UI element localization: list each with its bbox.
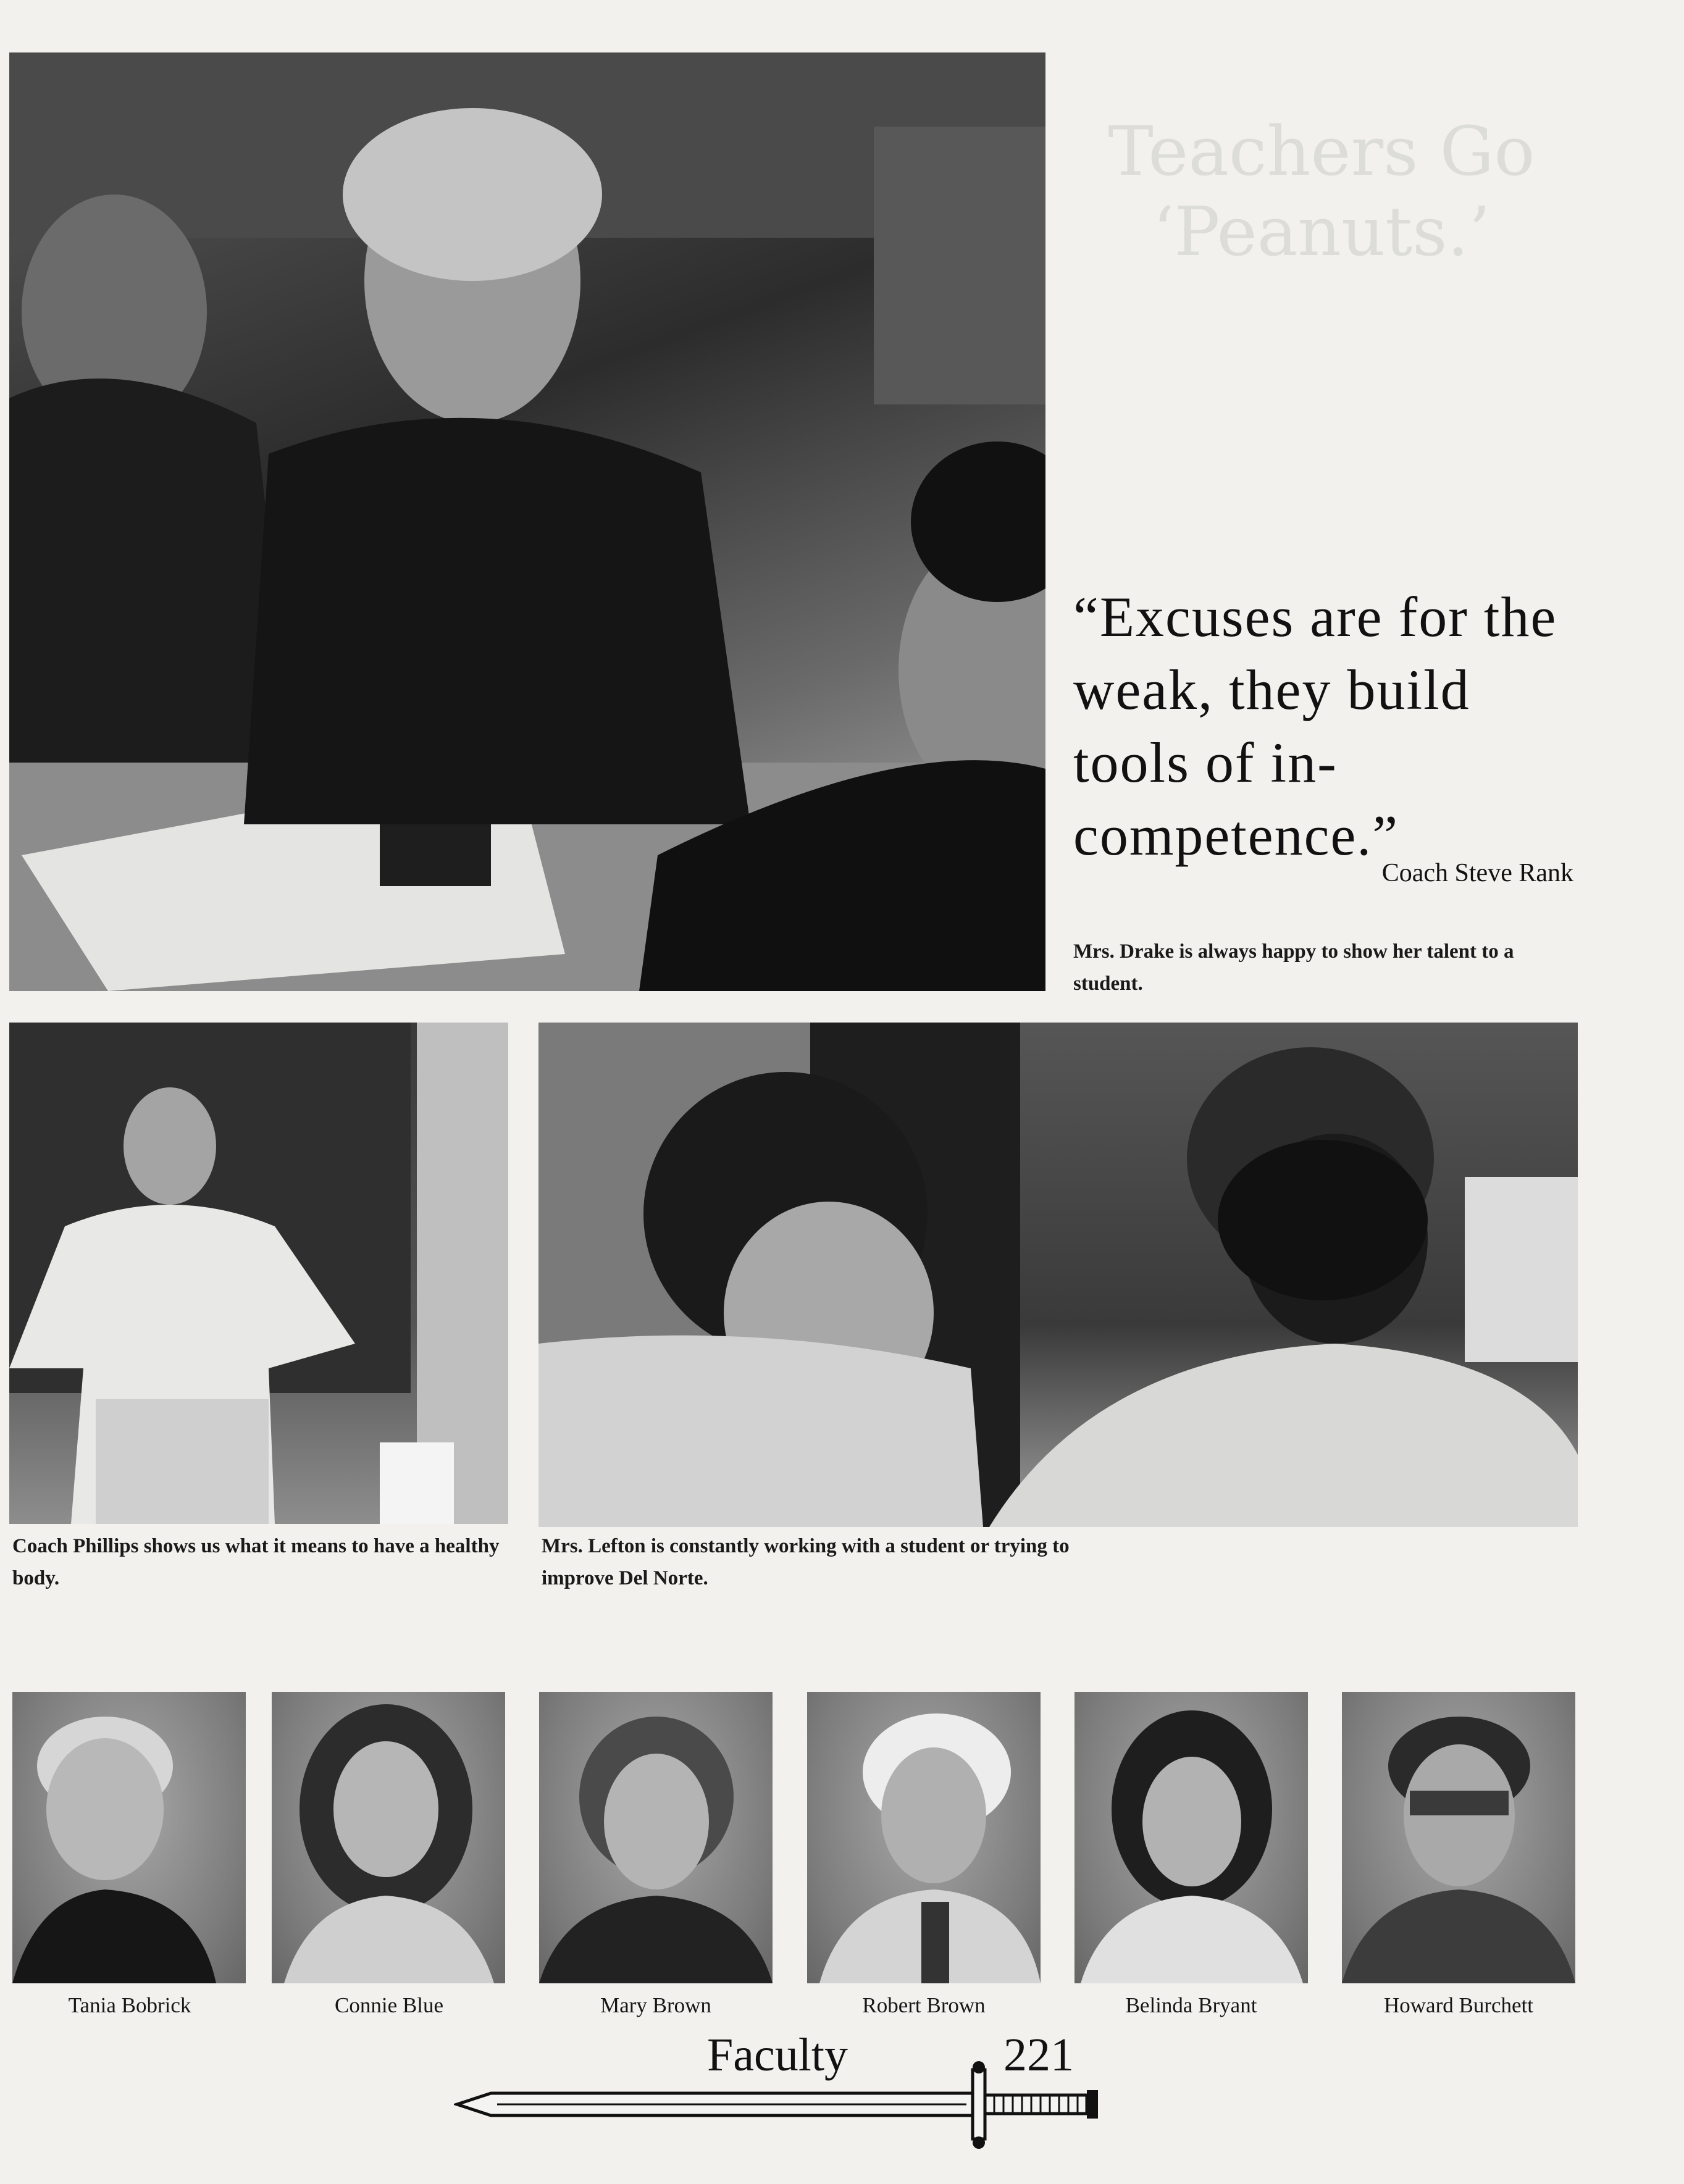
portrait-photo bbox=[539, 1692, 773, 1983]
photo-mrs-lefton bbox=[538, 1023, 1578, 1527]
portrait-name: Howard Burchett bbox=[1383, 1993, 1533, 2017]
portrait-photo bbox=[272, 1692, 505, 1983]
photo-classroom-drake bbox=[9, 52, 1045, 991]
portrait-name: Mary Brown bbox=[600, 1993, 711, 2017]
portrait-name: Connie Blue bbox=[335, 1993, 443, 2017]
pull-quote: “Excuses are for the weak, they build tools of in-competence.” bbox=[1073, 585, 1557, 867]
section-title: Faculty bbox=[707, 2029, 848, 2081]
quote-attribution: Coach Steve Rank bbox=[1381, 859, 1573, 887]
photo-coach-phillips bbox=[9, 1023, 508, 1524]
portrait-photo bbox=[1342, 1692, 1575, 1983]
portrait-photo bbox=[12, 1692, 246, 1983]
caption-phillips: Coach Phillips shows us what it means to have a healthy body. bbox=[12, 1535, 500, 1589]
show-through-heading: Teachers Go ‘Peanuts.’ bbox=[1108, 112, 1535, 271]
portrait-name: Tania Bobrick bbox=[68, 1993, 191, 2017]
portrait-name: Belinda Bryant bbox=[1125, 1993, 1257, 2017]
portrait-photo bbox=[1074, 1692, 1308, 1983]
portrait-photo bbox=[807, 1692, 1041, 1983]
caption-drake: Mrs. Drake is always happy to show her talent to a student. bbox=[1073, 940, 1514, 995]
sword-icon bbox=[454, 2056, 1108, 2149]
caption-lefton: Mrs. Lefton is constantly working with a student or trying to improve Del Norte. bbox=[542, 1535, 1070, 1589]
portrait-name: Robert Brown bbox=[862, 1993, 986, 2017]
page-number: 221 bbox=[1003, 2029, 1074, 2081]
